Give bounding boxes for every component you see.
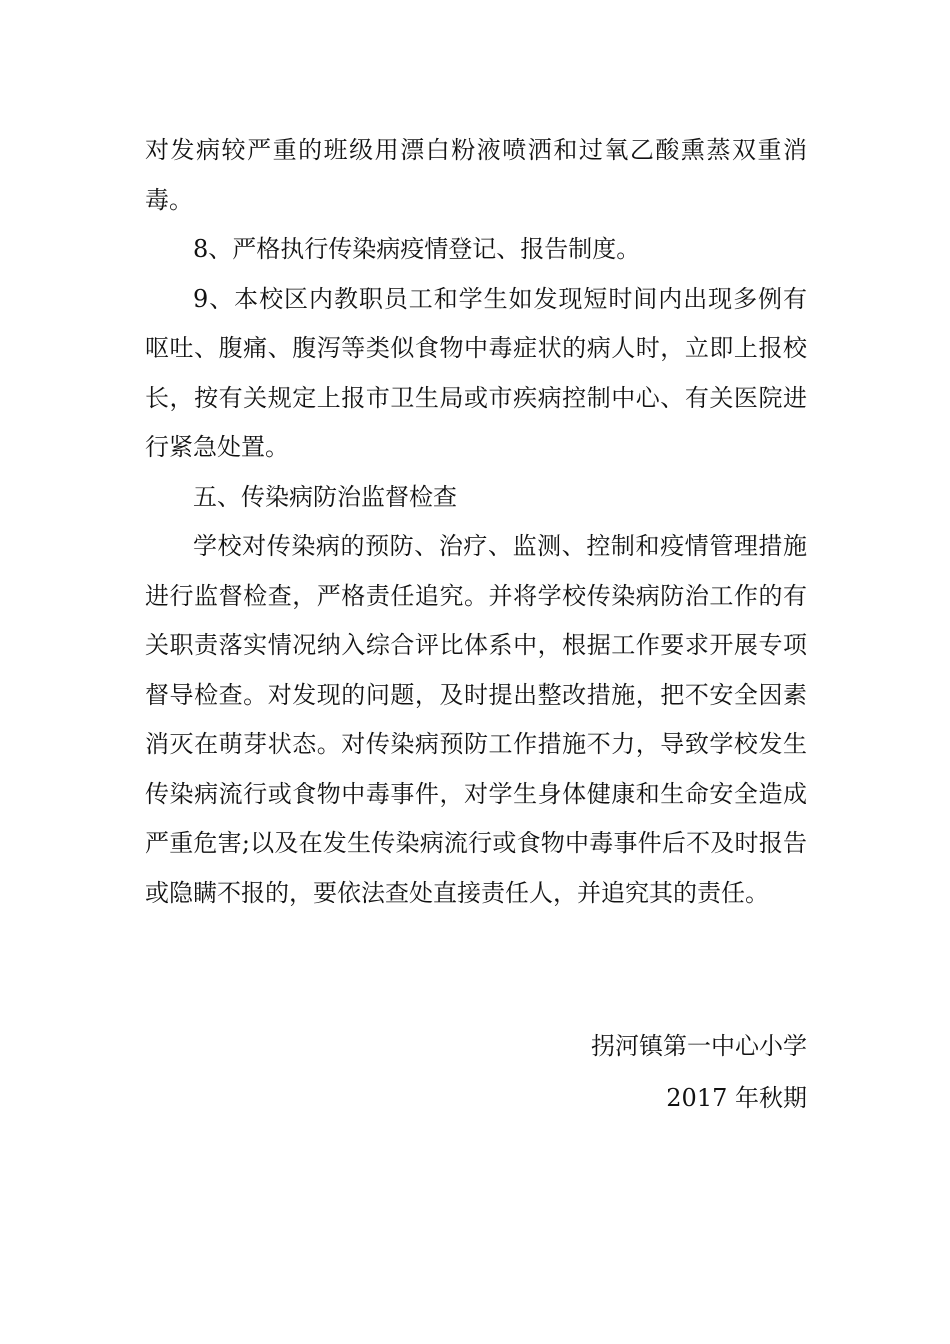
paragraph-item-8: 8、严格执行传染病疫情登记、报告制度。 (193, 235, 641, 263)
document-body (145, 126, 807, 918)
section-5-body: 学校对传染病的预防、治疗、监测、控制和疫情管理措施进行监督检查，严格责任追究。并将学校传染病防治工作的有关职责落实情况纳入综合评比体系中，根据工作要求开展专项督导检查。对发现的问题，及时提出整改措施，把不安全因素消灭在萌芽状态。对传染病预防工作措施不力，导致学校发生传染病流行或食物中毒事件，对学生身体健康和生命安全造成严重危害;以及在发生传染病流行或食物中毒事件后不及时报告或隐瞒不报的，要依法查处直接责任人，并追究其的责任。 (145, 532, 807, 907)
paragraph-item-9: 9、本校区内教职员工和学生如发现短时间内出现多例有呕吐、腹痛、腹泻等类似食物中毒症状的病人时，立即上报校长，按有关规定上报市卫生局或市疾病控制中心、有关医院进行紧急处置。 (145, 284, 807, 461)
signature-block (591, 1020, 807, 1124)
signature-organization: 拐河镇第一中心小学 (591, 1032, 807, 1060)
signature-date: 2017 年秋期 (666, 1084, 807, 1112)
paragraph-continuation: 对发病较严重的班级用漂白粉液喷洒和过氧乙酸熏蒸双重消毒。 (145, 136, 807, 214)
section-5-heading: 五、传染病防治监督检查 (193, 482, 457, 511)
